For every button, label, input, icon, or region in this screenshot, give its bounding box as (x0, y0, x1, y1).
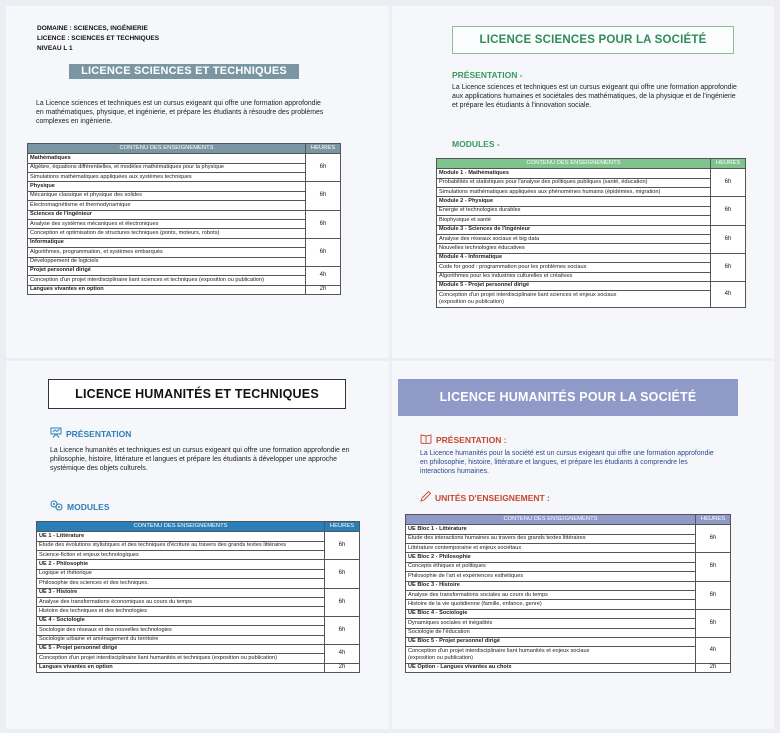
module-hours: 4h (711, 281, 746, 307)
table-row (437, 206, 746, 215)
module-row (37, 616, 360, 625)
presentation-label: PRÉSENTATION : (436, 435, 507, 445)
course-item: Analyse des systèmes mécaniques et électroniques (28, 219, 306, 228)
presentation-heading: PRÉSENTATION - (452, 70, 523, 80)
course-item: Algèbre, équations différentielles, et modèles mathématiques pour la physique (28, 163, 306, 172)
pencil-icon (420, 491, 431, 504)
module-name: UE Bloc 2 - Philosophie (406, 553, 696, 562)
module-name: Module 5 - Projet personnel dirigé (437, 281, 711, 290)
course-item: Dynamiques sociales et inégalités (406, 619, 696, 628)
module-row (28, 266, 341, 275)
modules-heading: MODULES - (452, 139, 500, 149)
module-hours: 6h (696, 609, 731, 637)
course-item: Histoire de la vie quotidienne (famille, enfance, genre) (406, 600, 696, 609)
table-header-row (28, 144, 341, 154)
table-row (28, 248, 341, 257)
last-module-hours: 2h (306, 285, 341, 294)
page-sciences-techniques (6, 6, 389, 358)
course-item: Analyse des réseaux sociaux et big data (437, 234, 711, 243)
module-name: Sciences de l'ingénieur (28, 210, 306, 219)
module-name: Informatique (28, 238, 306, 247)
table-row (406, 619, 731, 628)
last-row (28, 285, 341, 294)
module-name: UE Bloc 1 - Littérature (406, 525, 696, 534)
module-hours: 6h (711, 253, 746, 281)
last-module-hours: 2h (325, 663, 360, 672)
modules-label: MODULES (67, 502, 110, 512)
table-row (406, 628, 731, 637)
table-row (406, 543, 731, 552)
intro-text: La Licence sciences et techniques est un cursus exigeant qui offre une formation approfondie en mathématiques, physique, et ingénierie, et prépare les étudiants à résoudre des problèmes complexes en ingénierie. (36, 100, 324, 126)
last-module-name: UE Option - Langues vivantes au choix (406, 663, 696, 672)
last-row (406, 663, 731, 672)
header-content: CONTENU DES ENSEIGNEMENTS (37, 522, 325, 532)
table-row (28, 201, 341, 210)
table-row (28, 276, 341, 285)
table-row (437, 178, 746, 187)
module-hours: 6h (325, 532, 360, 560)
course-item: Probabilités et statistiques pour l'analyse des politiques publiques (santé, éducation) (437, 178, 711, 187)
module-hours: 6h (696, 581, 731, 609)
module-row (28, 154, 341, 163)
module-name: Module 3 - Sciences de l'ingénieur (437, 225, 711, 234)
table-row (406, 600, 731, 609)
module-row (37, 532, 360, 541)
page-title: LICENCE SCIENCES ET TECHNIQUES (69, 64, 299, 79)
course-item: Électromagnétisme et thermodynamique (28, 201, 306, 210)
module-hours: 6h (696, 525, 731, 553)
module-name: Module 1 - Mathématiques (437, 169, 711, 178)
intro-text: La Licence humanités et techniques est un cursus exigeant qui offre une formation approfondie en philosophie, histoire, littérature et langues et prépare les étudiants à développer une approche systémique des objets culturels. (50, 447, 350, 473)
course-item: Simulations mathématiques appliquées aux phénomènes humains (épidémies, migration) (437, 187, 711, 196)
header-hours: HEURES (325, 522, 360, 532)
table-row (28, 191, 341, 200)
module-hours: 6h (306, 238, 341, 266)
table-row (437, 291, 746, 308)
module-name: UE 5 - Projet personnel dirigé (37, 644, 325, 653)
module-name: UE 2 - Philosophie (37, 560, 325, 569)
module-row (28, 182, 341, 191)
module-hours: 4h (696, 637, 731, 663)
header-hours: HEURES (306, 144, 341, 154)
last-module-name: Langues vivantes en option (37, 663, 325, 672)
module-name: Mathématiques (28, 154, 306, 163)
table-row (437, 216, 746, 225)
courses-table (36, 521, 360, 673)
table-row (37, 569, 360, 578)
table-header-row (406, 515, 731, 525)
module-hours: 6h (306, 154, 341, 182)
module-name: UE 1 - Littérature (37, 532, 325, 541)
book-icon (420, 434, 432, 446)
header-content: CONTENU DES ENSEIGNEMENTS (437, 159, 711, 169)
module-row (406, 637, 731, 646)
table-row (37, 626, 360, 635)
module-row (28, 210, 341, 219)
course-item: Biophysique et santé (437, 216, 711, 225)
page-title: LICENCE HUMANITÉS POUR LA SOCIÉTÉ (398, 379, 738, 416)
courses-table (405, 514, 731, 673)
presentation-label: PRÉSENTATION (66, 429, 132, 439)
course-item: Science-fiction et enjeux technologiques (37, 550, 325, 559)
units-label: UNITÉS D'ENSEIGNEMENT : (435, 493, 550, 503)
table-row (437, 244, 746, 253)
header-hours: HEURES (711, 159, 746, 169)
table-row (28, 163, 341, 172)
page-title: LICENCE SCIENCES POUR LA SOCIÉTÉ (452, 26, 734, 54)
table-row (28, 257, 341, 266)
table-row (28, 229, 341, 238)
course-item: Algorithmes pour les industries culturelles et créatives (437, 272, 711, 281)
table-row (406, 562, 731, 571)
table-row (406, 590, 731, 599)
table-row (37, 579, 360, 588)
table-row (37, 550, 360, 559)
intro-text: La Licence humanités pour la société est un cursus exigeant qui offre une formation approfondie en philosophie, histoire, littérature et langues, et prépare les étudiants à comprendre les interactions humaines. (420, 450, 714, 476)
course-item: Philosophie de l'art et expériences esthétiques (406, 572, 696, 581)
module-hours: 6h (711, 225, 746, 253)
table-row (406, 647, 731, 664)
course-item: Conception d'un projet interdisciplinaire liant sciences et techniques (exposition ou publication) (28, 276, 306, 285)
units-heading (420, 491, 550, 504)
course-item: Logique et rhétorique (37, 569, 325, 578)
module-name: UE 4 - Sociologie (37, 616, 325, 625)
course-item: Analyse des transformations économiques au cours du temps (37, 597, 325, 606)
module-name: UE 3 - Histoire (37, 588, 325, 597)
table-header-row (437, 159, 746, 169)
course-item: Algorithmes, programmation, et systèmes embarqués (28, 248, 306, 257)
intro-text: La Licence sciences et techniques est un cursus exigeant qui offre une formation approfondie aux applications humaines et sociétales des mathématiques, de la physique et de l'ingénierie et prépare les étudiants à l'innovation sociale. (452, 84, 737, 110)
meta-domain: DOMAINE : SCIENCES, INGÉNIERIE (37, 25, 148, 32)
meta-level: NIVEAU L 1 (37, 45, 73, 52)
course-item: Sociologie urbaine et aménagement du territoire (37, 635, 325, 644)
last-module-hours: 2h (696, 663, 731, 672)
module-name: UE Bloc 4 - Sociologie (406, 609, 696, 618)
table-row (437, 263, 746, 272)
module-row (437, 169, 746, 178)
module-name: UE Bloc 5 - Projet personnel dirigé (406, 637, 696, 646)
course-item: Nouvelles technologies éducatives (437, 244, 711, 253)
table-row (37, 654, 360, 663)
table-row (437, 187, 746, 196)
last-module-name: Langues vivantes en option (28, 285, 306, 294)
table-row (406, 572, 731, 581)
table-row (437, 234, 746, 243)
presentation-heading (420, 434, 507, 446)
table-row (37, 607, 360, 616)
module-hours: 4h (325, 644, 360, 663)
module-name: Module 4 - Informatique (437, 253, 711, 262)
courses-table (27, 143, 341, 295)
module-row (437, 197, 746, 206)
table-row (28, 172, 341, 181)
module-row (437, 253, 746, 262)
course-item: Analyse des transformations sociales au cours du temps (406, 590, 696, 599)
header-content: CONTENU DES ENSEIGNEMENTS (28, 144, 306, 154)
module-hours: 6h (696, 553, 731, 581)
courses-table (436, 158, 746, 308)
table-header-row (37, 522, 360, 532)
header-content: CONTENU DES ENSEIGNEMENTS (406, 515, 696, 525)
module-row (406, 609, 731, 618)
module-name: Projet personnel dirigé (28, 266, 306, 275)
course-item: Conception d'un projet interdisciplinaire liant sciences et enjeux sociaux (exposition ou publication) (437, 291, 711, 308)
presentation-heading (50, 427, 131, 440)
table-row (437, 272, 746, 281)
module-row (437, 225, 746, 234)
header-hours: HEURES (696, 515, 731, 525)
module-row (37, 560, 360, 569)
course-item: Mécanique classique et physique des solides (28, 191, 306, 200)
presentation-icon (50, 427, 62, 440)
course-item: Energie et technologies durables (437, 206, 711, 215)
meta-licence: LICENCE : SCIENCES ET TECHNIQUES (37, 35, 160, 42)
course-item: Sociologie des réseaux et des nouvelles technologies (37, 626, 325, 635)
table-row (37, 597, 360, 606)
module-hours: 6h (325, 560, 360, 588)
module-hours: 6h (711, 169, 746, 197)
module-hours: 6h (711, 197, 746, 225)
module-row (37, 588, 360, 597)
course-item: Développement de logiciels (28, 257, 306, 266)
module-name: UE Bloc 3 - Histoire (406, 581, 696, 590)
page-sciences-societe (392, 6, 774, 358)
table-row (37, 541, 360, 550)
course-item: Littérature contemporaine et enjeux sociétaux (406, 543, 696, 552)
page-humanites-techniques (6, 361, 389, 729)
course-item: Philosophie des sciences et des techniques. (37, 579, 325, 588)
module-hours: 6h (306, 210, 341, 238)
course-item: Conception et optimisation de structures techniques (ponts, moteurs, robots) (28, 229, 306, 238)
modules-icon (50, 500, 63, 513)
course-item: Concepts éthiques et politiques (406, 562, 696, 571)
course-item: Sociologie de l'éducation (406, 628, 696, 637)
page-title: LICENCE HUMANITÉS ET TECHNIQUES (48, 379, 346, 409)
module-name: Physique (28, 182, 306, 191)
course-item: Simulations mathématiques appliquées aux systèmes techniques (28, 172, 306, 181)
last-row (37, 663, 360, 672)
document-meta (37, 24, 159, 54)
module-row (28, 238, 341, 247)
course-item: Conception d'un projet interdisciplinaire liant humanités et techniques (exposition ou publication) (37, 654, 325, 663)
module-row (437, 281, 746, 290)
module-row (406, 553, 731, 562)
module-name: Module 2 - Physique (437, 197, 711, 206)
page-humanites-societe (392, 361, 774, 729)
course-item: Étude des interactions humaines au travers des grands textes littéraires (406, 534, 696, 543)
module-hours: 6h (306, 182, 341, 210)
course-item: Histoire des techniques et des technologies (37, 607, 325, 616)
modules-heading (50, 500, 110, 513)
module-row (37, 644, 360, 653)
module-hours: 6h (325, 616, 360, 644)
course-item: Étude des évolutions stylistiques et des techniques d'écriture au travers des grands textes littéraires (37, 541, 325, 550)
table-row (406, 534, 731, 543)
module-row (406, 525, 731, 534)
table-row (28, 219, 341, 228)
module-hours: 4h (306, 266, 341, 285)
module-row (406, 581, 731, 590)
module-hours: 6h (325, 588, 360, 616)
course-item: Conception d'un projet interdisciplinaire liant humanités et enjeux sociaux (exposition ou publication) (406, 647, 696, 664)
course-item: Code for good : programmation pour les problèmes sociaux (437, 263, 711, 272)
table-row (37, 635, 360, 644)
